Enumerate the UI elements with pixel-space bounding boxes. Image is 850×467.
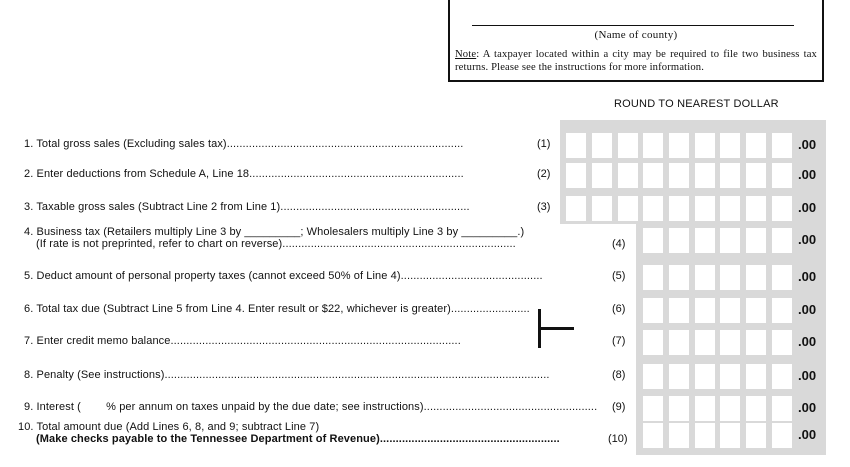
line-7-digit-box[interactable] [695, 330, 715, 355]
line-6-digit-box[interactable] [772, 298, 792, 323]
line-1-number: (1) [537, 138, 551, 150]
line-3-digit-box[interactable] [746, 196, 766, 221]
line-1-digit-box[interactable] [618, 133, 638, 158]
line-8-row [0, 361, 850, 391]
line-5-digit-box[interactable] [720, 265, 740, 290]
line-1-digit-box[interactable] [566, 133, 586, 158]
line-8-label: 8. Penalty (See instructions).......................................................................................................................... [24, 369, 550, 381]
cents-label: .00 [798, 232, 817, 247]
line-10-label [18, 421, 560, 445]
line-3-digit-box[interactable] [566, 196, 586, 221]
line-1-digit-box[interactable] [643, 133, 663, 158]
line-9-digit-box[interactable] [669, 396, 689, 421]
note-text: : A taxpayer located within a city may be required to file two business tax returns. Please see the instructions for more information. [455, 49, 817, 73]
line-9-digit-box[interactable] [695, 396, 715, 421]
line-2-digit-box[interactable] [695, 163, 715, 188]
line-2-number: (2) [537, 168, 551, 180]
line-3-number: (3) [537, 201, 551, 213]
line-8-digit-box[interactable] [643, 364, 663, 389]
note-text-block [455, 49, 817, 74]
line-7-digit-box[interactable] [772, 330, 792, 355]
line-4-label-line2: (If rate is not preprinted, refer to chart on reverse).......................................................................... [36, 238, 516, 250]
cents-label: .00 [798, 137, 817, 152]
line-1-label: 1. Total gross sales (Excluding sales tax)........................................................................... [24, 138, 464, 150]
line-3-label: 3. Taxable gross sales (Subtract Line 2 from Line 1)............................................................ [24, 201, 470, 213]
line-4-row [0, 225, 850, 255]
line-2-digit-box[interactable] [643, 163, 663, 188]
line-3-digit-box[interactable] [592, 196, 612, 221]
line-3-digit-box[interactable] [643, 196, 663, 221]
line-2-label: 2. Enter deductions from Schedule A, Line 18.................................................................... [24, 168, 464, 180]
line-8-digit-box[interactable] [720, 364, 740, 389]
line-2-digit-box[interactable] [746, 163, 766, 188]
line-10-number: (10) [608, 433, 628, 445]
cents-label: .00 [798, 368, 817, 383]
line-7-digit-box[interactable] [720, 330, 740, 355]
line-4-label [24, 226, 524, 250]
line-2-row [0, 160, 850, 190]
cents-label: .00 [798, 200, 817, 215]
cents-label: .00 [798, 167, 817, 182]
line-10-label-line2: (Make checks payable to the Tennessee Department of Revenue)......................................................... [36, 433, 560, 445]
line-7-digit-box[interactable] [746, 330, 766, 355]
line-6-digit-box[interactable] [746, 298, 766, 323]
county-box [448, 0, 824, 82]
line-5-number: (5) [612, 270, 626, 282]
line-5-label: 5. Deduct amount of personal property taxes (cannot exceed 50% of Line 4)............................................. [24, 270, 543, 282]
line-3-digit-box[interactable] [669, 196, 689, 221]
line-8-digit-box[interactable] [772, 364, 792, 389]
line-5-digit-box[interactable] [695, 265, 715, 290]
cents-label: .00 [798, 334, 817, 349]
line-4-digit-box[interactable] [772, 228, 792, 253]
line-2-digit-box[interactable] [592, 163, 612, 188]
line-10-digit-box[interactable] [643, 423, 663, 448]
cents-label: .00 [798, 269, 817, 284]
line-1-digit-box[interactable] [772, 133, 792, 158]
line-7-digit-box[interactable] [643, 330, 663, 355]
cents-label: .00 [798, 427, 817, 442]
line-6-digit-box[interactable] [669, 298, 689, 323]
line-3-row [0, 193, 850, 223]
line-6-row [0, 295, 850, 325]
line-10-row [0, 420, 850, 450]
line-4-digit-box[interactable] [720, 228, 740, 253]
line-10-digit-box[interactable] [669, 423, 689, 448]
line-6-digit-box[interactable] [643, 298, 663, 323]
line-9-number: (9) [612, 401, 626, 413]
line-1-digit-box[interactable] [669, 133, 689, 158]
line-10-label-line1: 10. Total amount due (Add Lines 6, 8, and 9; subtract Line 7) [18, 421, 320, 433]
line-10-digit-box[interactable] [772, 423, 792, 448]
line-6-digit-box[interactable] [720, 298, 740, 323]
round-header: ROUND TO NEAREST DOLLAR [614, 98, 779, 110]
line-9-digit-box[interactable] [746, 396, 766, 421]
line-1-digit-box[interactable] [592, 133, 612, 158]
line-5-digit-box[interactable] [746, 265, 766, 290]
line-9-row [0, 393, 850, 423]
line-3-digit-box[interactable] [720, 196, 740, 221]
line-7-row [0, 327, 850, 357]
line-6-label: 6. Total tax due (Subtract Line 5 from Line 4. Enter result or $22, whichever is greater)......................... [24, 303, 530, 315]
note-label: Note [455, 49, 477, 60]
line-7-label: 7. Enter credit memo balance............................................................................................ [24, 335, 461, 347]
line-5-row [0, 262, 850, 292]
line-4-number: (4) [612, 238, 626, 250]
line-6-digit-box[interactable] [695, 298, 715, 323]
line-6-number: (6) [612, 303, 626, 315]
line-1-digit-box[interactable] [720, 133, 740, 158]
line-7-digit-box[interactable] [669, 330, 689, 355]
line-5-digit-box[interactable] [669, 265, 689, 290]
line-5-digit-box[interactable] [643, 265, 663, 290]
county-caption: (Name of county) [594, 29, 678, 41]
line-8-digit-box[interactable] [746, 364, 766, 389]
line-9-digit-box[interactable] [772, 396, 792, 421]
line-2-digit-box[interactable] [618, 163, 638, 188]
line-9-label: 9. Interest ( % per annum on taxes unpaid by the due date; see instructions)....................................................... [24, 401, 598, 413]
line-3-digit-box[interactable] [695, 196, 715, 221]
line-9-digit-box[interactable] [643, 396, 663, 421]
line-4-label-line1: 4. Business tax (Retailers multiply Line 3 by _________; Wholesalers multiply Line 3 by _________.) [24, 226, 525, 238]
line-4-digit-box[interactable] [669, 228, 689, 253]
cents-label: .00 [798, 302, 817, 317]
line-1-digit-box[interactable] [695, 133, 715, 158]
line-2-digit-box[interactable] [669, 163, 689, 188]
line-2-digit-box[interactable] [772, 163, 792, 188]
line-2-digit-box[interactable] [566, 163, 586, 188]
line-8-digit-box[interactable] [669, 364, 689, 389]
line-8-number: (8) [612, 369, 626, 381]
line-1-row [0, 130, 850, 160]
line-7-number: (7) [612, 335, 626, 347]
line-4-digit-box[interactable] [643, 228, 663, 253]
line-10-digit-box[interactable] [720, 423, 740, 448]
line-4-digit-box[interactable] [746, 228, 766, 253]
line-8-digit-box[interactable] [695, 364, 715, 389]
line-1-digit-box[interactable] [746, 133, 766, 158]
cents-label: .00 [798, 400, 817, 415]
line-4-digit-box[interactable] [695, 228, 715, 253]
line-2-digit-box[interactable] [720, 163, 740, 188]
line-10-digit-box[interactable] [746, 423, 766, 448]
line-5-digit-box[interactable] [772, 265, 792, 290]
line-10-digit-box[interactable] [695, 423, 715, 448]
line-3-digit-box[interactable] [618, 196, 638, 221]
line-9-digit-box[interactable] [720, 396, 740, 421]
line-3-digit-box[interactable] [772, 196, 792, 221]
county-name-field[interactable] [472, 25, 794, 26]
